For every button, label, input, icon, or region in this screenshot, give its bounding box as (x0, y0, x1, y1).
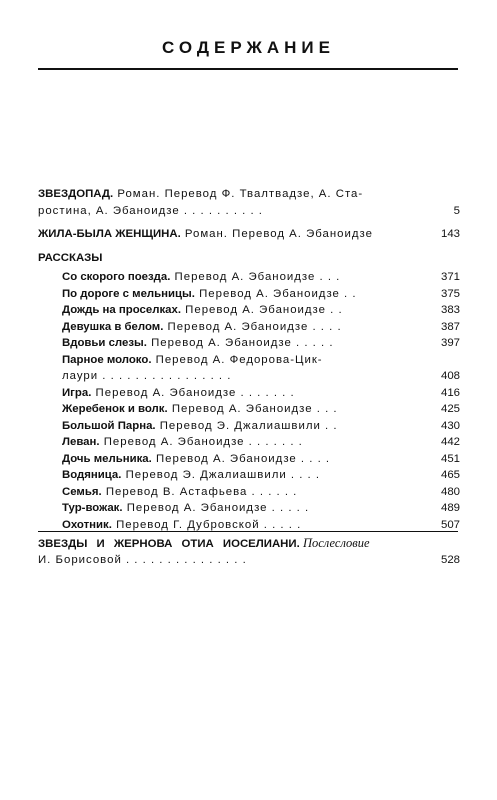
story-translator: Перевод Г. Дубровской . . . . . (111, 518, 302, 531)
page-number: 489 (440, 502, 460, 514)
page-title: СОДЕРЖАНИЕ (162, 38, 335, 57)
story-title: Леван. (62, 436, 100, 448)
story-title: Со скорого поезда. (62, 271, 171, 283)
story-translator: Перевод А. Эбаноидзе . . (194, 287, 357, 300)
story-translator: Перевод Э. Джалиашвили . . (155, 419, 338, 432)
story-item[interactable] (38, 484, 460, 501)
page-number: 480 (440, 485, 460, 498)
entry-description-cont: ростина, А. Эбаноидзе . . . . . . . . . . (38, 205, 263, 217)
entry-author: И. Борисовой . . . . . . . . . . . . . . . (38, 554, 247, 566)
stories-list (38, 269, 460, 533)
story-translator-cont: лаури . . . . . . . . . . . . . . . . (62, 370, 232, 382)
entry-description: Роман. Перевод А. Эбаноидзе (180, 228, 373, 240)
story-translator: Перевод Э. Джалиашвили . . . . (121, 469, 321, 481)
story-item[interactable] (38, 385, 460, 402)
toc-entry-zvezdopad[interactable] (38, 186, 460, 220)
entry-title: ЗВЕЗДОПАД. (38, 188, 114, 200)
page-number: 416 (440, 386, 460, 399)
story-translator: Перевод В. Астафьева . . . . . . (101, 485, 298, 498)
story-item-cont[interactable] (38, 368, 460, 385)
page-number: 507 (440, 518, 460, 531)
story-title: Дочь мельника. (62, 452, 152, 465)
story-item[interactable] (38, 500, 460, 517)
story-title: Большой Парна. (62, 419, 156, 432)
story-item[interactable] (38, 401, 460, 418)
story-item[interactable] (38, 335, 460, 352)
page-number: 451 (440, 452, 460, 465)
entry-description: Роман. Перевод Ф. Твалтвадзе, А. Ста- (113, 188, 364, 200)
page-number: 397 (440, 337, 460, 349)
story-translator: Перевод А. Федорова-Цик- (151, 353, 323, 366)
story-item[interactable] (38, 286, 460, 303)
story-item[interactable] (38, 269, 460, 286)
story-translator: Перевод А. Эбаноидзе . . . . (163, 320, 342, 333)
page-number: 371 (440, 271, 460, 283)
story-item[interactable] (38, 319, 460, 336)
story-item[interactable] (38, 434, 460, 451)
page-number: 383 (440, 304, 460, 316)
story-title: Семья. (62, 485, 102, 498)
page-number: 430 (440, 419, 460, 432)
title-rule (38, 68, 458, 70)
page-number: 408 (440, 370, 460, 382)
story-item[interactable] (38, 418, 460, 435)
page-number: 442 (440, 436, 460, 448)
section-title: РАССКАЗЫ (38, 252, 103, 264)
toc-entry-afterword[interactable] (38, 535, 460, 569)
page-number: 387 (440, 320, 460, 333)
story-item[interactable] (38, 451, 460, 468)
page-number: 375 (440, 287, 460, 300)
toc-entry-zhila-byla[interactable] (38, 226, 460, 243)
story-item[interactable] (38, 467, 460, 484)
story-translator: Перевод А. Эбаноидзе . . . . . (122, 502, 310, 514)
page-number: 5 (453, 205, 460, 217)
section-divider (38, 531, 458, 532)
story-title: Вдовьи слезы. (62, 337, 147, 349)
story-title: По дороге с мельницы. (62, 287, 195, 300)
story-translator: Перевод А. Эбаноидзе . . (181, 304, 343, 316)
story-title: Жеребенок и волк. (62, 403, 168, 415)
story-translator: Перевод А. Эбаноидзе . . . (170, 271, 341, 283)
story-title: Водяница. (62, 469, 122, 481)
entry-title: ЗВЕЗДЫ И ЖЕРНОВА ОТИА ИОСЕЛИАНИ. (38, 538, 300, 550)
story-translator: Перевод А. Эбаноидзе . . . . (151, 452, 331, 465)
story-translator: Перевод А. Эбаноидзе . . . . . (146, 337, 334, 349)
story-item[interactable] (38, 352, 460, 369)
story-title: Девушка в белом. (62, 320, 164, 333)
page-number: 425 (440, 403, 460, 415)
story-translator: Перевод А. Эбаноидзе . . . . . . . (99, 436, 303, 448)
story-translator: Перевод А. Эбаноидзе . . . . . . . (91, 386, 295, 399)
page-number: 143 (440, 228, 460, 240)
story-title: Парное молоко. (62, 353, 152, 366)
entry-title: ЖИЛА-БЫЛА ЖЕНЩИНА. (38, 228, 181, 240)
page-number: 465 (440, 469, 460, 481)
story-translator: Перевод А. Эбаноидзе . . . (167, 403, 338, 415)
story-item[interactable] (38, 302, 460, 319)
story-title: Игра. (62, 386, 92, 399)
entry-kind: Послесловие (302, 536, 370, 550)
section-heading-stories (38, 250, 460, 267)
story-title: Дождь на проселках. (62, 304, 182, 316)
page-number: 528 (440, 554, 460, 566)
story-title: Охотник. (62, 518, 112, 531)
story-title: Тур-вожак. (62, 502, 123, 514)
